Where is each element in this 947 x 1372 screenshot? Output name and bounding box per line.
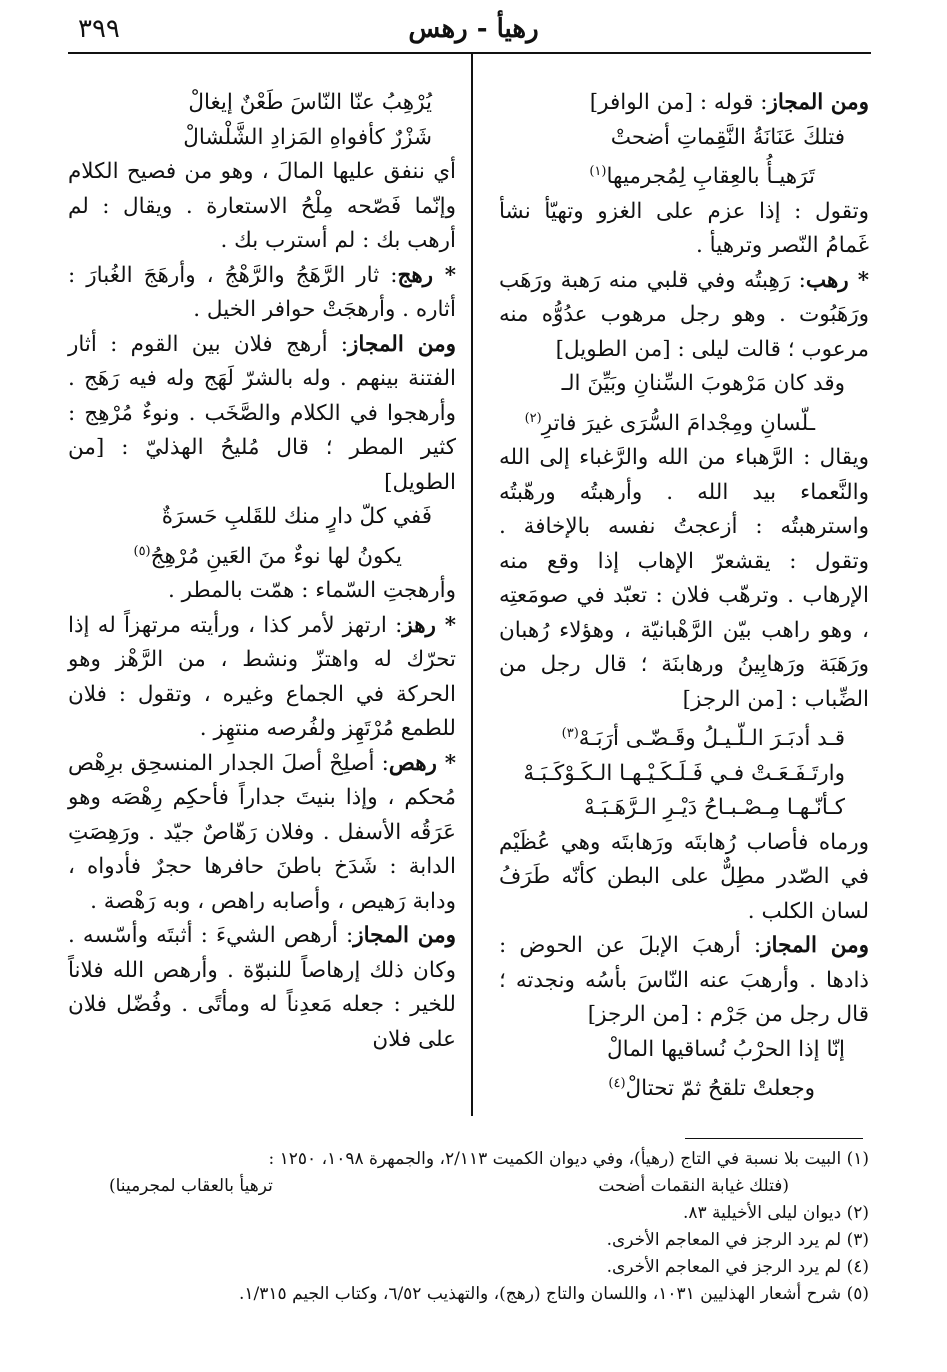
- paragraph-text: ويقال : الرَّهباء من الله والرَّغباء إلى الله والنَّعماء بيد الله . وأرهبتُه ورهّبتُه واسترهبتُه : أزعجتُ نفسه بالإخافة . وتقول : يقشعرّ الإهاب إذا وقع منه الإرهاب . وترهّب فلان : تعبّد في صومَعتِه ، وهو راهب بيّن الرَّهْبانيّة ، وهؤلاء رُهبان ورَهَبَة ورَهابِينُ ورهابنَة ؛ قال رجل من الضِّباب : [من الرجز]: [499, 445, 869, 712]
- verse-line: [68, 500, 456, 535]
- entry-keyword: ومن المجاز: [761, 933, 869, 959]
- verse-text: إنّا إذا الحرْبُ نُساقيها المالْ: [607, 1036, 845, 1062]
- verse-line: [499, 1033, 869, 1068]
- verse-text: وجعلتْ تلقحُ ثمّ تحتالْ: [625, 1076, 815, 1102]
- footnote-1-verse-first: (فتلك غيابة النقمات أضحت: [598, 1176, 789, 1196]
- paragraph-text: : أرهبَ الإبلَ عن الحوض : ذادها . وأرهبَ عنه النّاسَ بأسُه ونجدته ؛ قال رجل من جَرْم : [من الرجز]: [499, 933, 869, 1028]
- paragraph-text: أي ننفق عليها المالَ ، وهو من فصيح الكلام وإنّما فَصّحه مِلْحُ الاستعارة . ويقال : لم أرهب بك : لم أسترب بك .: [68, 159, 456, 253]
- header-rule: [68, 52, 871, 54]
- paragraph-text: : أصلِحْ أصلَ الجدار المنسحِق برِهْص مُحكم ، وإذا بنيتَ جداراً فأحكِم رِهْصَه وهو عَرَقُه الأسفل . وفلان رَهّاصٌ جيّد . ورَهِصَتِ الدابة : شَدَخ باطنَ حافرها حجرٌ فأدواه ، ودابة رَهيص ، وأصابه راهص ، وبه رَهْصة .: [68, 750, 456, 914]
- footnote-marker: (٤): [608, 1076, 626, 1092]
- verse-line: [499, 757, 869, 792]
- footnotes: [64, 1146, 869, 1308]
- paragraph: [499, 195, 869, 264]
- entry-keyword: * رهج: [397, 262, 456, 288]
- paragraph-text: : قوله : [من الوافر]: [589, 90, 768, 115]
- verse-text: ـلّسانِ ومِجْدامَ السُّرَى غيرَ فاترِ: [541, 410, 815, 436]
- paragraph-text: : ثار الرَّهَجُ والرَّهْجُ ، وأرهَجَ الغُبارَ : أثاره . وأرهجَتْ حوافر الخيل .: [68, 262, 456, 322]
- footnote-marker: (٥): [133, 543, 151, 559]
- verse-text: يكونُ لها نوءٌ منَ العَينِ مُرْهِجُ: [150, 543, 402, 569]
- footnote-1-verse: [109, 1173, 869, 1200]
- paragraph: [499, 826, 869, 930]
- paragraph: [68, 574, 456, 609]
- paragraph-text: وأرهجتِ السّماء : همّت بالمطر .: [167, 578, 456, 604]
- verse-text: قـد أدبَـرَ الـلّـيـلُ وقَـضّـى أرَبَـهْ: [578, 726, 845, 752]
- paragraph: [68, 919, 456, 1057]
- paragraph: [68, 328, 456, 501]
- verse-line: [499, 1067, 869, 1107]
- running-title: رهيأ - رهس: [408, 14, 539, 44]
- footnote-1: (١) البيت بلا نسبة في التاج (رهيأ)، وفي ديوان الكميت ٢/١١٣، والجمهرة ١٠٩٨، ١٢٥٠ :: [268, 1149, 869, 1169]
- verse-line: [68, 86, 456, 121]
- footnote-5: (٥) شرح أشعار الهذليين ١٠٣١، واللسان والتاج (رهج)، والتهذيب ٦/٥٢، وكتاب الجيم ١/٣١٥.: [239, 1284, 869, 1304]
- paragraph-text: : رَهِبتُه وفي قلبي منه رَهبة ورَهَب ورَهَبُوت . وهو رجل مرهوب عدُوُّه منه مرعوب ؛ قالت ليلى : [من الطويل]: [499, 267, 869, 362]
- entry-keyword: * رهب: [805, 267, 870, 293]
- paragraph: [68, 609, 456, 747]
- paragraph: [499, 86, 869, 121]
- footnote-3: (٣) لم يرد الرجز في المعاجم الأخرى.: [606, 1230, 869, 1250]
- paragraph: [68, 747, 456, 920]
- verse-line: [499, 717, 869, 757]
- verse-line: [499, 155, 869, 195]
- paragraph: [499, 441, 869, 717]
- entry-keyword: ومن المجاز: [767, 90, 869, 115]
- verse-line: [499, 367, 869, 402]
- footnote-marker: (٣): [561, 726, 579, 742]
- paragraph: [499, 264, 869, 368]
- paragraph-text: : أرهص الشيءَ : أثبتَه وأسّسه . وكان ذلك إرهاصاً للنبوّة . وأرهص الله فلاناً للخير : جعله مَعدِناً له ومأتًى . وفُضّل فلان على فلان: [68, 923, 456, 1052]
- verse-text: تَرَهيـأُ بالعِقابِ لِمُجرميها: [606, 164, 815, 190]
- paragraph-text: : أرهج فلان بين القوم : أثار الفتنة بينهم . وله بالشرّ لَهَج وله فيه رَهَج . وأرهجوا في الكلام والصَّخَب . ونوءٌ مُرْهِج : كثير المطر ؛ قال مُليحُ الهذليّ : [من الطويل]: [68, 331, 456, 495]
- paragraph-text: : ارتهز لأمر كذا ، ورأيته مرتهزاً له إذا تحرّك له واهتزّ ونشط ، من الرَّهْز وهو الحركة في الجماع وغيره ، وتقول : فلان للطمع مُرْتَهِز ولفُرصه منتهِز .: [68, 612, 456, 742]
- paragraph-text: وتقول : إذا عزم على الغزو وتهيّأ نشأ غَمامُ النّصر وترهيأ .: [499, 198, 869, 259]
- verse-text: فَفي كلّ دارٍ منك للقَلبِ حَسرَةٌ: [161, 504, 432, 529]
- entry-keyword: ومن المجاز: [348, 331, 456, 357]
- paragraph: [68, 155, 456, 259]
- right-column: [499, 86, 869, 1107]
- verse-text: فتلكَ عَنَانَةُ النَّقِماتِ أضحتْ: [610, 124, 845, 150]
- footnote-marker: (٢): [524, 410, 542, 426]
- footnote-1-verse-second: ترهيأ بالعقاب لمجرمينا): [109, 1176, 273, 1196]
- left-column: [68, 86, 456, 1057]
- footnote-4: (٤) لم يرد الرجز في المعاجم الأخرى.: [606, 1257, 869, 1277]
- paragraph: [499, 929, 869, 1033]
- entry-keyword: * رهص: [388, 750, 456, 776]
- verse-text: وقد كان مَرْهوبَ السِّنانِ وبَيِّنَ الـ: [561, 371, 845, 397]
- verse-line: [499, 791, 869, 826]
- column-divider: [471, 52, 473, 1116]
- paragraph: [68, 259, 456, 328]
- verse-text: وارتَـفَـعَـتْ فـي فَـلَـكَـيْـهـا الـكَـوْكَـبَـهْ: [523, 760, 845, 786]
- verse-text: يُرْهِبُ عنّا النّاسَ طَعْنٌ إيغالْ: [188, 90, 432, 115]
- entry-keyword: ومن المجاز: [353, 923, 456, 949]
- page-header: [0, 0, 947, 50]
- verse-line: [68, 535, 456, 575]
- paragraph-text: ورماه فأصاب رُهابتَه ورَهابتَه وهي عُظَيْم في الصّدر مطِلٌّ على البطن كأنّه طَرَفُ لسان الكلب .: [499, 829, 869, 924]
- verse-line: [499, 121, 869, 156]
- verse-line: [68, 121, 456, 156]
- footnote-rule: [685, 1138, 863, 1139]
- page-number: ٣٩٩: [78, 14, 120, 44]
- verse-text: شَزْرٌ كأفواهِ المَزادِ الشَّلْشالْ: [183, 124, 432, 150]
- footnote-2: (٢) ديوان ليلى الأخيلية ٨٣.: [682, 1203, 869, 1223]
- verse-line: [499, 402, 869, 442]
- entry-keyword: * رهز: [402, 612, 456, 638]
- verse-text: كـأنّـهـا مِـصْـبـاحُ دَيْـرِ الـرَّهَـبَـهْ: [584, 795, 845, 821]
- footnote-marker: (١): [589, 164, 607, 179]
